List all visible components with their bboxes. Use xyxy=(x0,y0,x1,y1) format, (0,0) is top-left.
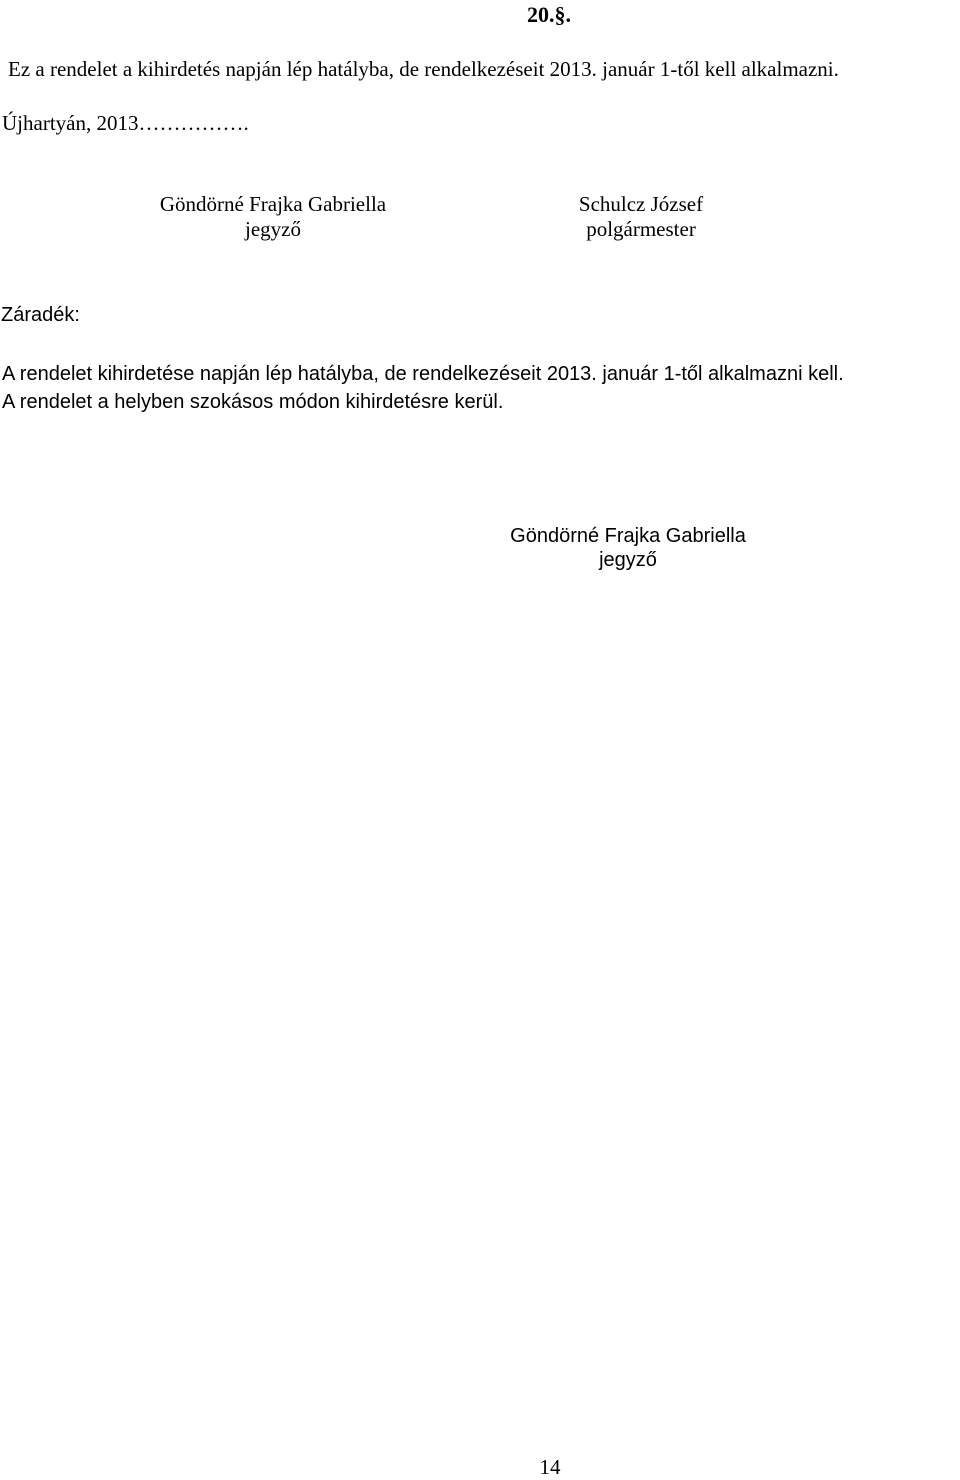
clause-title: Záradék: xyxy=(1,304,80,326)
place-date-line: Újhartyán, 2013……………. xyxy=(2,111,249,135)
clause-text-line-1: A rendelet kihirdetése napján lép hatályba, de rendelkezéseit 2013. január 1-től alkalmazni kell. xyxy=(2,363,844,385)
signature-block-bottom xyxy=(497,524,759,572)
clause-text-line-2: A rendelet a helyben szokásos módon kihirdetésre kerül. xyxy=(2,391,504,413)
intro-paragraph: Ez a rendelet a kihirdetés napján lép hatályba, de rendelkezéseit 2013. január 1-től kell alkalmazni. xyxy=(8,57,839,81)
section-number: 20.§. xyxy=(527,2,571,27)
signature-block-mayor xyxy=(556,192,726,242)
notary-title: jegyző xyxy=(245,217,301,242)
mayor-name: Schulcz József xyxy=(578,192,704,216)
signature-block-notary xyxy=(142,192,404,242)
bottom-signatory-name: Göndörné Frajka Gabriella xyxy=(510,525,746,547)
page-number: 14 xyxy=(539,1455,561,1479)
bottom-signatory-title: jegyző xyxy=(599,549,657,571)
notary-name: Göndörné Frajka Gabriella xyxy=(159,192,387,216)
mayor-title: polgármester xyxy=(586,217,696,242)
